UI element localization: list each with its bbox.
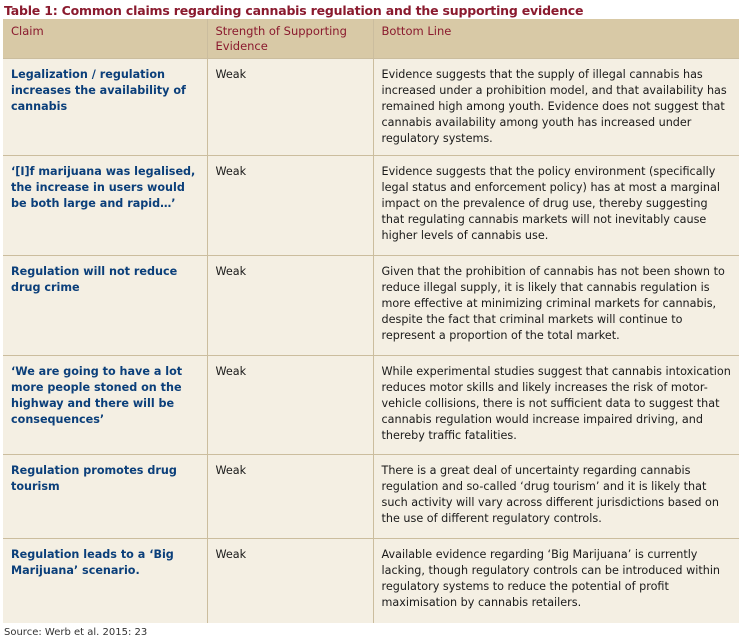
strength-cell: Weak <box>207 59 373 156</box>
bottom-line-cell: While experimental studies suggest that cannabis intoxication reduces motor skills and likely increases the risk of motor-vehicle collisions, there is not sufficient data to suggest that cannabis regulation would increase impaired driving, and thereby traffic fatalities. <box>373 356 739 455</box>
column-header-strength: Strength of Supporting Evidence <box>207 19 373 59</box>
table-title: Table 1: Common claims regarding cannabis regulation and the supporting evidence <box>4 3 584 18</box>
column-header-claim: Claim <box>3 19 207 59</box>
claim-cell: ‘[I]f marijuana was legalised, the increase in users would be both large and rapid…’ <box>3 156 207 256</box>
bottom-line-cell: Evidence suggests that the policy environment (specifically legal status and enforcement policy) has at most a marginal impact on the prevalence of drug use, thereby suggesting that regulating cannabis markets will not inevitably cause higher levels of cannabis use. <box>373 156 739 256</box>
claim-cell: ‘We are going to have a lot more people stoned on the highway and there will be consequences’ <box>3 356 207 455</box>
table-row <box>3 455 739 539</box>
claim-cell: Regulation leads to a ‘Big Marijuana’ scenario. <box>3 539 207 623</box>
bottom-line-cell: Available evidence regarding ‘Big Marijuana’ is currently lacking, though regulatory controls can be introduced within regulatory systems to reduce the potential of profit maximisation by cannabis retailers. <box>373 539 739 623</box>
strength-cell: Weak <box>207 156 373 256</box>
table-row <box>3 539 739 623</box>
strength-cell: Weak <box>207 356 373 455</box>
claim-cell: Legalization / regulation increases the availability of cannabis <box>3 59 207 156</box>
strength-cell: Weak <box>207 256 373 356</box>
table-row <box>3 59 739 156</box>
source-note: Source: Werb et al. 2015: 23 <box>4 627 148 638</box>
table-row <box>3 256 739 356</box>
bottom-line-cell: Given that the prohibition of cannabis has not been shown to reduce illegal supply, it is likely that cannabis regulation is more effective at minimizing criminal markets for cannabis, despite the fact that criminal markets will continue to represent a proportion of the total market. <box>373 256 739 356</box>
column-header-bottom-line: Bottom Line <box>373 19 739 59</box>
table-row <box>3 156 739 256</box>
table-row <box>3 356 739 455</box>
strength-cell: Weak <box>207 539 373 623</box>
claim-cell: Regulation will not reduce drug crime <box>3 256 207 356</box>
claims-table <box>3 19 739 623</box>
header-row <box>3 19 739 59</box>
bottom-line-cell: There is a great deal of uncertainty regarding cannabis regulation and so-called ‘drug tourism’ and it is likely that such activity will vary across different jurisdictions based on the use of different regulatory controls. <box>373 455 739 539</box>
strength-cell: Weak <box>207 455 373 539</box>
claim-cell: Regulation promotes drug tourism <box>3 455 207 539</box>
bottom-line-cell: Evidence suggests that the supply of illegal cannabis has increased under a prohibition model, and that availability has remained high among youth. Evidence does not suggest that cannabis availability among youth has increased under regulatory systems. <box>373 59 739 156</box>
